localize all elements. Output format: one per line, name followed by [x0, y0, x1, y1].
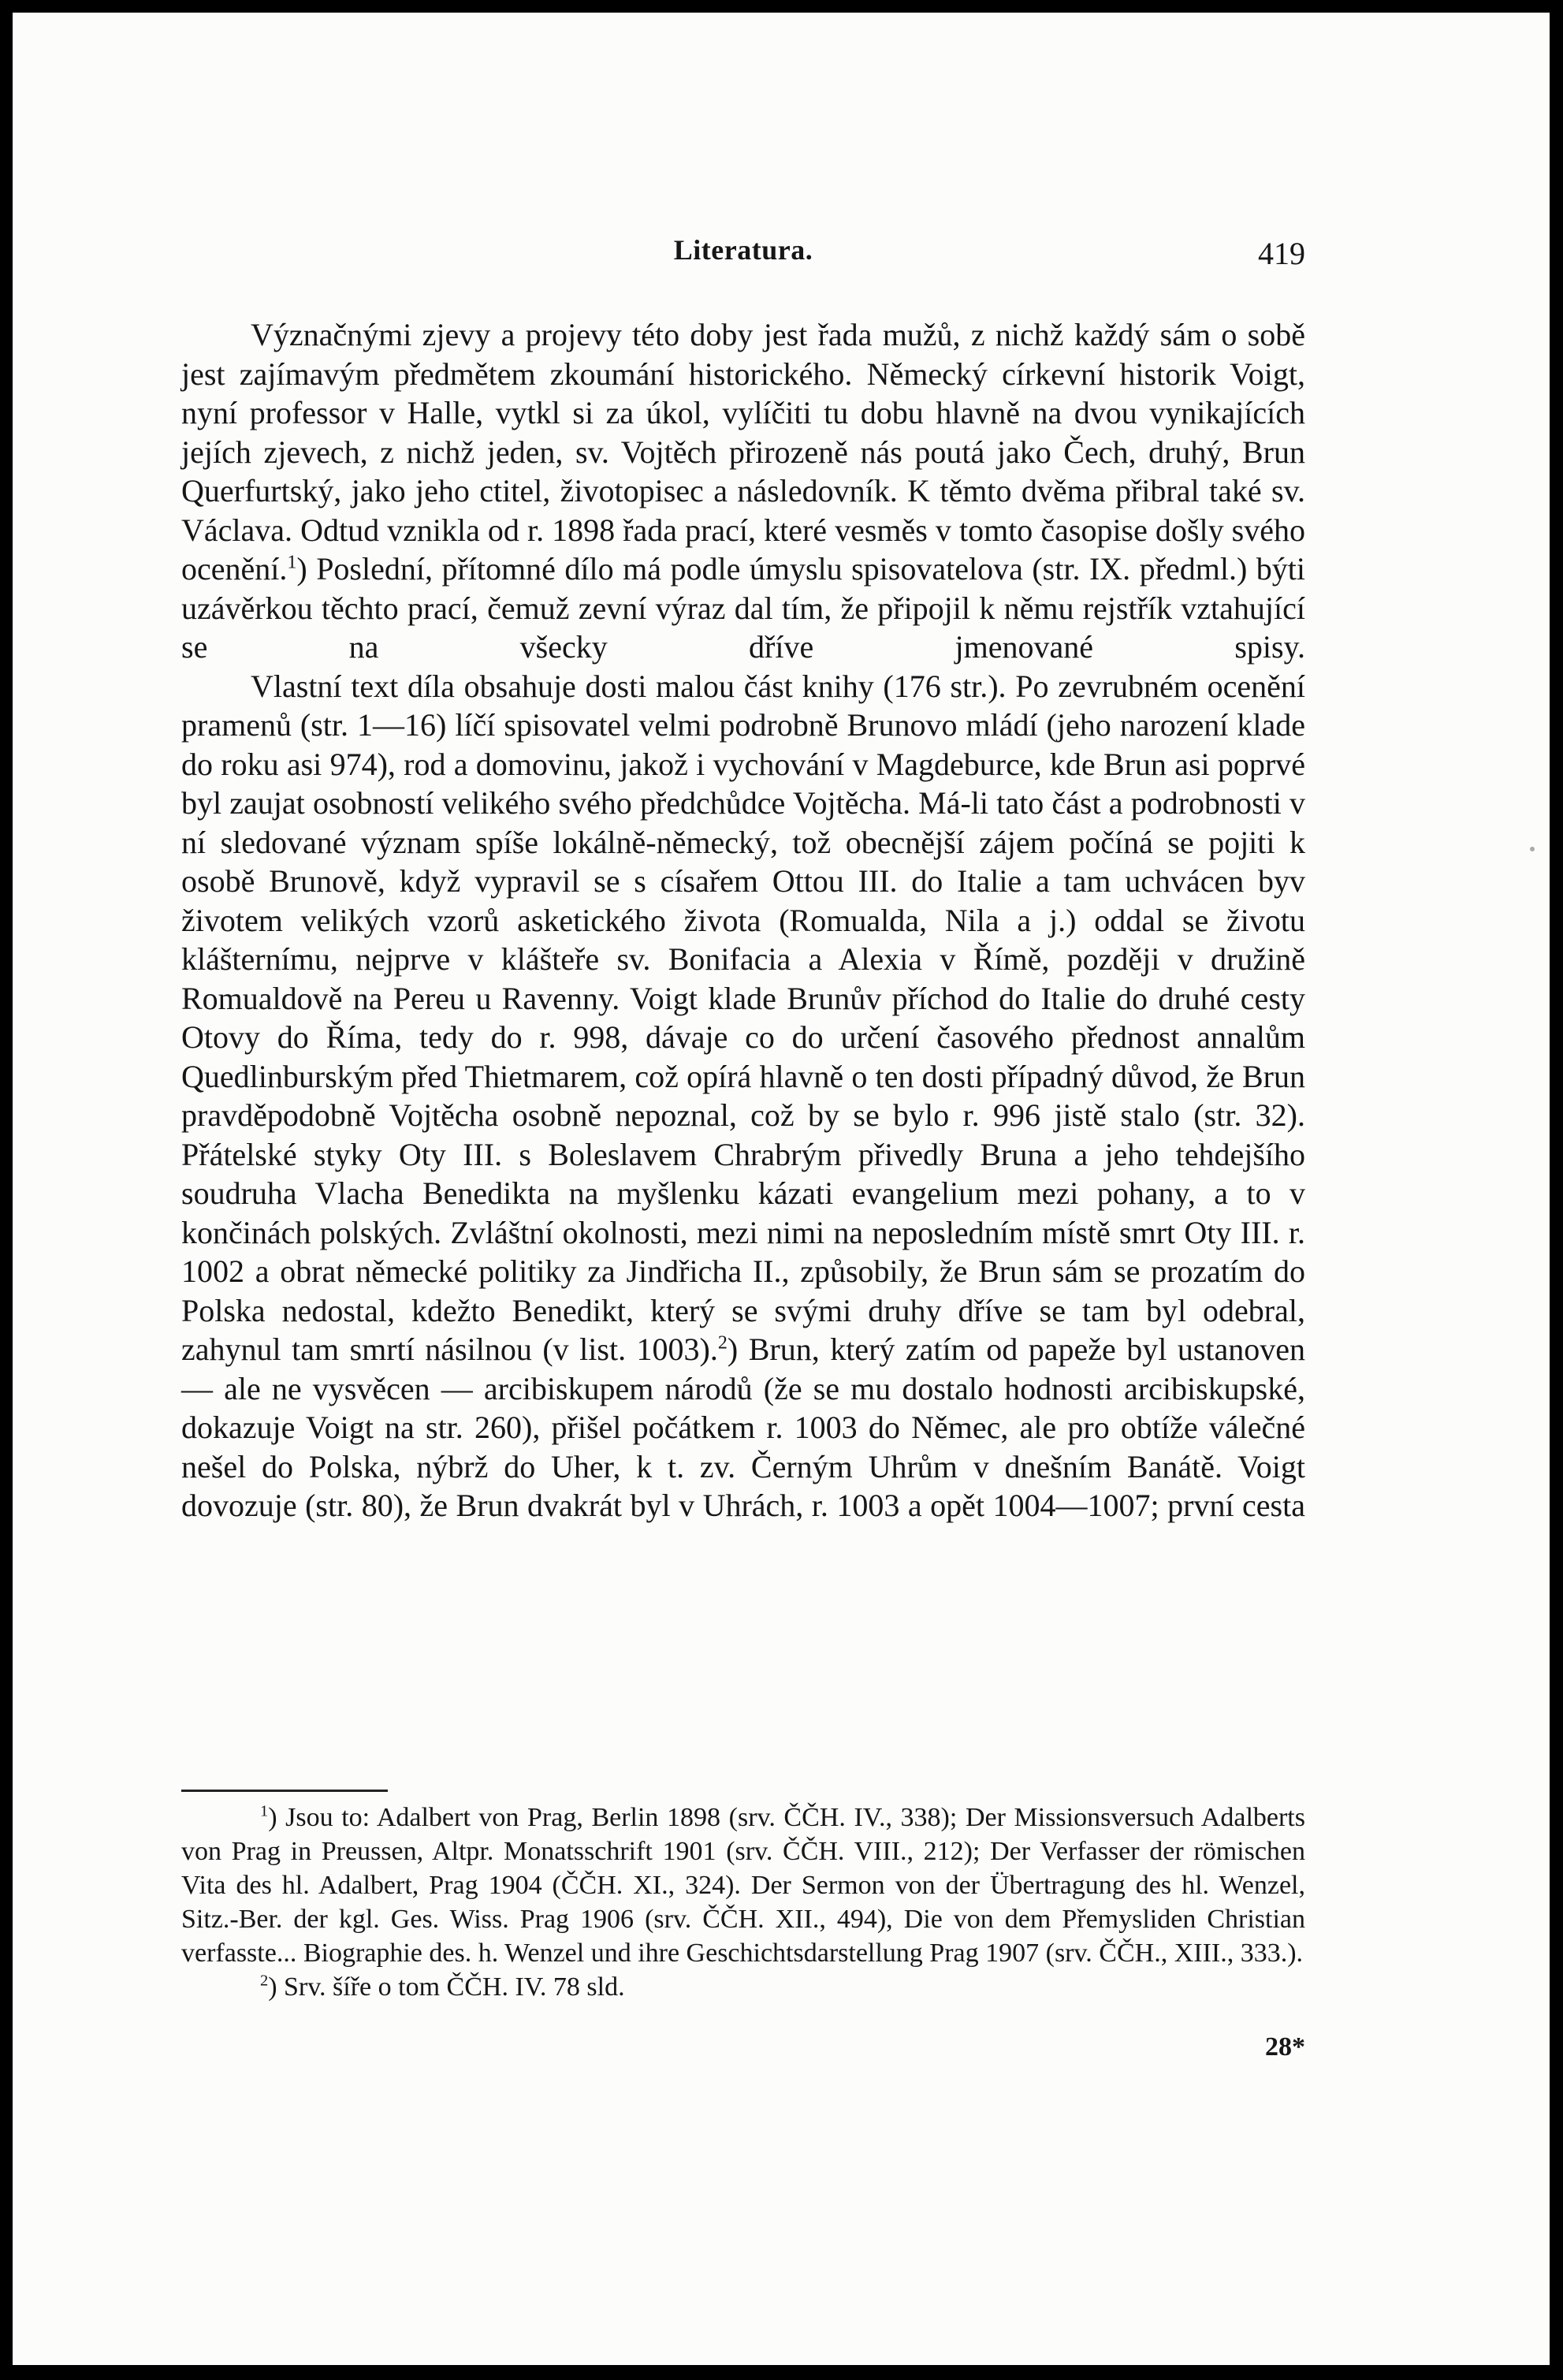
- footnote-2-text: ) Srv. šíře o tom ČČH. IV. 78 sld.: [268, 1972, 625, 2002]
- edge-speck: [1530, 847, 1535, 851]
- footnote-mark-2: 2: [260, 1972, 269, 1990]
- footnote-1-text: ) Jsou to: Adalbert von Prag, Berlin 1898 (srv. ČČH. IV., 338); Der Missionsversuch Adalberts von Prag in Preussen, Altpr. Monatsschrift 1901 (srv. ČČH. VIII., 212); Der Verfasser der römischen Vita des hl. Adalbert, Prag 1904 (ČČH. XI., 324). Der Sermon von der Übertragung des hl. Wenzel, Sitz.-Ber. der kgl. Ges. Wiss. Prag 1906 (srv. ČČH. XII., 494), Die von dem Přemysliden Christian verfasste... Biographie des. h. Wenzel und ihre Geschichtsdarstellung Prag 1907 (srv. ČČH., XIII., 333.).: [181, 1803, 1305, 1968]
- paragraph-1-tail: ) Poslední, přítomné dílo má podle úmyslu spisovatelova (str. IX. předml.) býti uzávěrkou těchto prací, čemuž zevní výraz dal tím, že připojil k němu rejstřík vztahující se na všecky dříve jmenované spisy.: [181, 551, 1305, 665]
- footnote-1: [181, 1801, 1305, 1970]
- paragraph-1-text: Význačnými zjevy a projevy této doby jest řada mužů, z nichž každý sám o sobě jest zajímavým předmětem zkoumání historického. Německý církevní historik Voigt, nyní professor v Halle, vytkl si za úkol, vylíčiti tu dobu hlavně na dvou vynikajících jejích zjevech, z nichž jeden, sv. Vojtěch přirozeně nás poutá jako Čech, druhý, Brun Querfurtský, jako jeho ctitel, životopisec a následovník. K těmto dvěma přibral také sv. Václava. Odtud vznikla od r. 1898 řada prací, které vesměs v tomto časopise došly svého ocenění.: [181, 317, 1305, 587]
- footnote-ref-2: 2: [717, 1332, 728, 1354]
- paragraph-2-text: Vlastní text díla obsahuje dosti malou část knihy (176 str.). Po zevrubném ocenění pramenů (str. 1—16) líčí spisovatel velmi podrobně Brunovo mládí (jeho narození klade do roku asi 974), rod a domovinu, jakož i vychování v Magdeburce, kde Brun asi poprvé byl zaujat osobností velikého svého předchůdce Vojtěcha. Má-li tato část a podrobnosti v ní sledované význam spíše lokálně-německý, tož obecnější zájem počíná se pojiti k osobě Brunově, když vypravil se s císařem Ottou III. do Italie a tam uchvácen byv životem velikých vzorů asketického života (Romualda, Nila a j.) oddal se životu klášternímu, nejprve v klášteře sv. Bonifacia a Alexia v Římě, později v družině Romualdově na Pereu u Ravenny. Voigt klade Brunův příchod do Italie do druhé cesty Otovy do Říma, tedy do r. 998, dávaje co do určení časového přednost annalům Quedlinburským před Thietmarem, což opírá hlavně o ten dosti případný důvod, že Brun pravděpodobně Vojtěcha osobně nepoznal, což by se bylo r. 996 jistě stalo (str. 32). Přátelské styky Oty III. s Boleslavem Chrabrým přivedly Bruna a jeho tehdejšího soudruha Vlacha Benedikta na myšlenku kázati evangelium mezi pohany, a to v končinách polských. Zvláštní okolnosti, mezi nimi na neposledním místě smrt Oty III. r. 1002 a obrat německé politiky za Jindřicha II., způsobily, že Brun sám se prozatím do Polska nedostal, kdežto Benedikt, který se svými druhy dříve se tam byl odebral, zahynul tam smrtí násilnou (v list. 1003).: [181, 668, 1305, 1367]
- footnote-ref-1: 1: [287, 552, 297, 573]
- signature-mark: 28*: [1265, 2032, 1305, 2062]
- page-number: 419: [1258, 236, 1305, 271]
- book-page: [13, 13, 1550, 2365]
- footnote-2: [181, 1970, 1305, 2004]
- paragraph-1: [181, 315, 1305, 667]
- footnote-mark-1: 1: [260, 1802, 269, 1820]
- paragraph-2: [181, 667, 1305, 1525]
- footnote-divider: [181, 1790, 388, 1792]
- running-title: Literatura.: [673, 234, 813, 266]
- paragraph-2-tail: ) Brun, který zatím od papeže byl ustanoven — ale ne vysvěcen — arcibiskupem národů (že se mu dostalo hodnosti arcibiskupské, dokazuje Voigt na str. 260), přišel počátkem r. 1003 do Němec, ale pro obtíže válečné nešel do Polska, nýbrž do Uher, k t. zv. Černým Uhrům v dnešním Banátě. Voigt dovozuje (str. 80), že Brun dvakrát byl v Uhrách, r. 1003 a opět 1004—1007; první cesta: [181, 1332, 1306, 1523]
- body-text: [181, 315, 1305, 1525]
- footnotes: [181, 1801, 1305, 2004]
- page-header: [181, 233, 1305, 281]
